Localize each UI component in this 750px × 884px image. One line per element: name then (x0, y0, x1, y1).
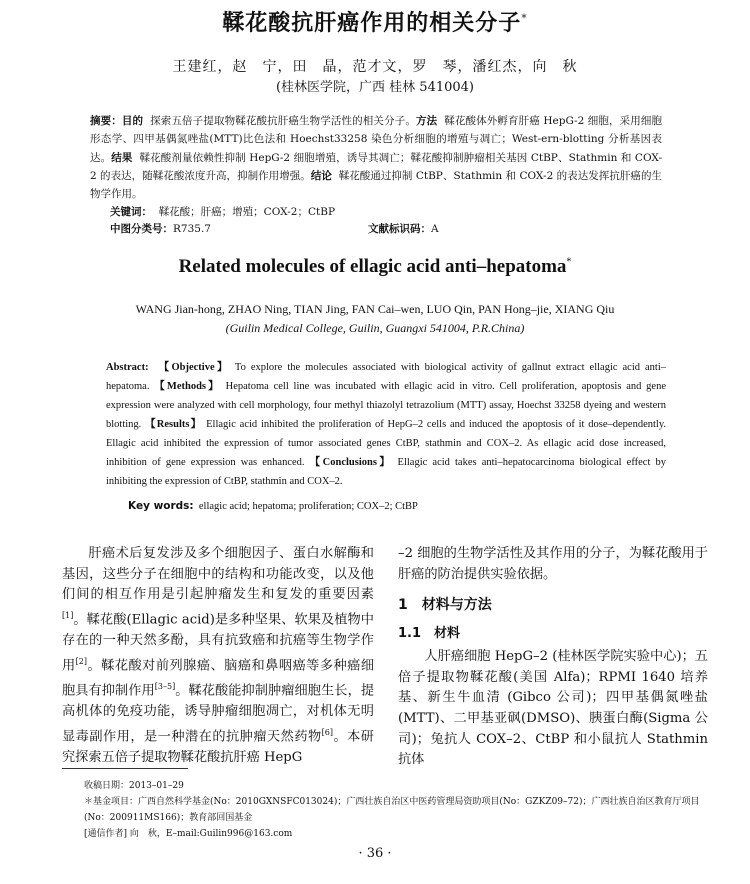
english-keywords-text: ellagic acid; hepatoma; proliferation; COX–2; CtBP (198, 501, 418, 512)
chinese-abstract (90, 112, 662, 203)
english-abstract-label: Abstract: (106, 362, 149, 373)
classification-line (110, 221, 670, 236)
citation-2: [2] (75, 656, 88, 666)
conclusion-label: 结论 (310, 169, 332, 182)
objective-label: 目的 (121, 115, 144, 127)
keywords-label: 关键词： (110, 206, 152, 218)
intro-text-1: 肝癌术后复发涉及多个细胞因子、蛋白水解酶和基因，这些分子在细胞中的结构和功能改变，以及他们间的相互作用是引起肿瘤发生和复发的重要因素 (62, 546, 374, 603)
english-title-footnote-mark: * (566, 256, 572, 268)
document-code-value: A (431, 223, 439, 235)
citation-1: [1] (62, 611, 74, 621)
body-right-column (398, 544, 708, 771)
results-text: 鞣花酸剂量依赖性抑制 HepG-2 细胞增殖，诱导其凋亡；鞣花酸抑制肿瘤相关基因 CtBP、Stathmin 和 COX-2 的表达，随鞣花酸浓度升高，抑制作用增强。 (90, 151, 663, 182)
english-keywords (128, 500, 668, 512)
conclusion-text: 鞣花酸通过抑制 CtBP、Stathmin 和 COX-2 的表达发挥抗肝癌的生物学作用。 (90, 169, 662, 201)
english-objective-label: 【Objective】 (158, 362, 230, 373)
classification-number: R735.7 (173, 223, 211, 235)
citation-3: [3–5] (154, 682, 176, 691)
english-methods-text: Hepatoma cell line was incubated with ellagic acid in vitro. Cell proliferation, apoptosis and gene expression were analyzed with cell morphology, four methyl thiazolyl tetrazolium (MTT) assay, Hoechst 33258 dyeing and western blotting. (106, 381, 666, 430)
materials-paragraph: 人肝癌细胞 HepG–2 (桂林医学院实验中心)；五倍子提取物鞣花酸(美国 Alfa)；RPMI 1640 培养基、新生牛血清 (Gibco 公司)；四甲基偶氮唑盐(MTT)、二甲基亚砜(DMSO)、胰蛋白酶(Sigma 公司)；兔抗人 COX–2、CtBP 和小鼠抗人 Stathmin 抗体 (398, 648, 708, 768)
intro-text-2: 。鞣花酸(Ellagic acid)是多种坚果、软果及植物中存在的一种天然多酚，具有抗致癌和抗癌等生物学作用 (62, 612, 374, 674)
received-date: 收稿日期：2013–01–29 (84, 781, 184, 791)
section-heading-1-1: 1.1 材料 (398, 626, 461, 642)
english-conclusion-label: 【Conclusions】 (309, 457, 393, 468)
english-results-text: Ellagic acid inhibited the proliferation of HepG–2 cells and induced the apoptosis of it dose–dependently. Ellagic acid inhibited the expression of tumor associated genes CtBP, stathmin and COX–2. As ellagic acid dose increased, inhibition of gene expression was enhanced. (106, 419, 667, 468)
english-methods-label: 【Methods】 (154, 381, 221, 392)
results-label: 结果 (111, 151, 133, 164)
methods-text: 鞣花酸体外孵育肝癌 HepG-2 细胞，采用细胞形态学、四甲基偶氮唑盐(MTT)比色法和 Hoechst33258 染色分析细胞的增殖与凋亡；West-ern-blotting 分析基因表达。 (90, 115, 663, 164)
chinese-affiliation: (桂林医学院，广西 桂林 541004) (275, 80, 475, 95)
intro-text-4: 。鞣花酸能抑制肿瘤细胞生长，提高机体的免疫功能，诱导肿瘤细胞凋亡，对机体无明显毒副作用，是一种潜在的抗肿瘤天然药物 (62, 683, 375, 745)
chinese-title: 鞣花酸抗肝癌作用的相关分子* (222, 11, 528, 36)
document-code (368, 221, 439, 236)
page-number: · 36 · (358, 846, 392, 861)
intro-text-5: 。本研究探索五倍子提取物鞣花酸抗肝癌 HepG (62, 729, 374, 765)
section-heading-1: 1 材料与方法 (398, 597, 492, 614)
corresponding-author: [通信作者] 向 秋，E–mail:Guilin996@163.com (84, 829, 293, 839)
chinese-authors: 王建红，赵 宁，田 晶，范才文，罗 琴，潘红杰，向 秋 (172, 59, 578, 75)
intro-paragraph (62, 544, 374, 769)
english-keywords-label: Key words: (128, 500, 194, 512)
abstract-label: 摘要： (90, 115, 122, 127)
citation-4: [6] (321, 727, 333, 737)
document-code-label: 文献标识码： (368, 223, 431, 235)
footnotes (84, 778, 724, 842)
english-affiliation: (Guilin Medical College, Guilin, Guangxi 541004, P.R.China) (225, 321, 525, 335)
methods-label: 方法 (415, 115, 438, 127)
english-results-label: 【Results】 (145, 419, 203, 430)
english-objective-text: To explore the molecules associated with biological activity of gallnut extract ellagic acid anti–hepatoma. (106, 362, 667, 392)
keywords-text: 鞣花酸；肝癌；增殖；COX-2；CtBP (158, 206, 336, 218)
english-authors: WANG Jian-hong, ZHAO Ning, TIAN Jing, FAN Cai–wen, LUO Qin, PAN Hong–jie, XIANG Qiu (135, 302, 615, 316)
english-conclusion-text: Ellagic acid takes anti–hepatocarcinoma biological effect by inhibiting the expression of CtBP, stathmin and COX–2. (106, 457, 666, 487)
english-title: Related molecules of ellagic acid anti–hepatoma* (178, 256, 572, 277)
footnote-divider (62, 768, 188, 769)
english-abstract (106, 358, 666, 491)
intro-text-3: 。鞣花酸对前列腺癌、脑癌和鼻咽癌等多种癌细胞具有抑制作用 (62, 658, 375, 699)
fund-note: ＊基金项目：广西自然科学基金(No：2010GXNSFC013024)；广西壮族自治区中医药管理局资助项目(No：GZKZ09–72)；广西壮族自治区教育厅项目(No：200911MS166)；教育部回国基金 (84, 797, 700, 823)
classification-label: 中图分类号： (110, 223, 173, 235)
title-footnote-mark: * (521, 11, 528, 25)
chinese-keywords (110, 204, 670, 219)
objective-text: 探索五倍子提取物鞣花酸抗肝癌生物学活性的相关分子。 (150, 115, 416, 127)
intro-continuation: –2 细胞的生物学活性及其作用的分子，为鞣花酸用于肝癌的防治提供实验依据。 (398, 546, 708, 582)
body-left-column (62, 544, 374, 769)
